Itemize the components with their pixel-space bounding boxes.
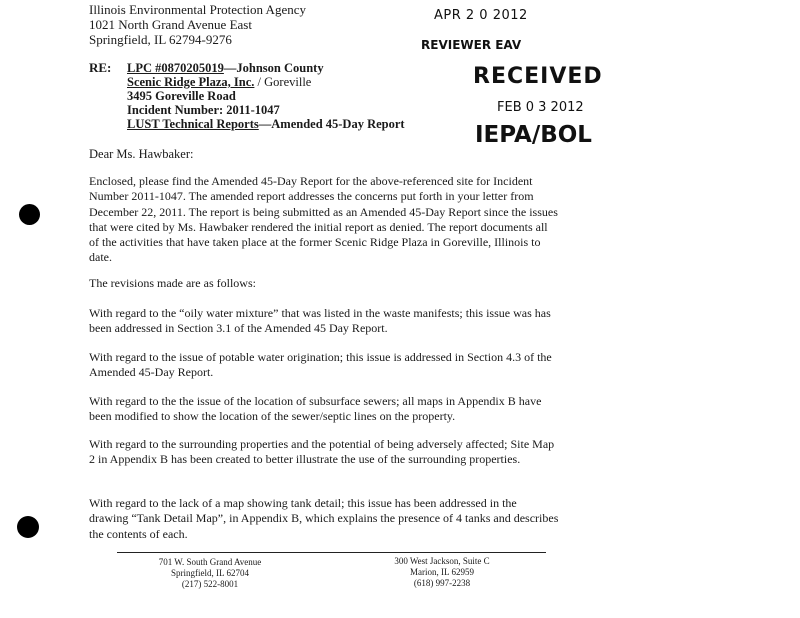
lpc-number: LPC #0870205019 — [127, 61, 224, 75]
re-lpc-line — [127, 61, 324, 75]
body-paragraph: With regard to the “oily water mixture” that was listed in the waste manifests; this issue was has been addressed in Section 3.1 of the Amended 45 Day Report. — [89, 306, 551, 336]
office-stamp: IEPA/BOL — [475, 122, 592, 148]
report-type: LUST Technical Reports — [127, 117, 259, 131]
footer-office-marion — [362, 556, 522, 589]
footer-office-springfield — [130, 557, 290, 590]
footer-city: Marion, IL 62959 — [410, 567, 474, 577]
footer-phone: (217) 522-8001 — [181, 579, 239, 589]
reviewer-stamp: REVIEWER EAV — [421, 38, 522, 52]
county: —Johnson County — [223, 61, 324, 75]
body-paragraph: The revisions made are as follows: — [89, 276, 256, 290]
footer-street: 701 W. South Grand Avenue — [158, 557, 262, 567]
re-site-line — [127, 75, 311, 89]
body-paragraph: With regard to the the issue of the location of subsurface sewers; all maps in Appendix B have been modified to show the location of the sewer/septic lines on the property. — [89, 394, 542, 424]
body-paragraph: Enclosed, please find the Amended 45-Day Report for the above-referenced site for Incident Number 2011-1047. The amended report addresses the concerns put forth in your letter from December 22, 2011. The report is being submitted as an Amended 45-Day Report since the issues that were cited by Ms. Hawbaker rendered the initial report as denied. The report documents all of the activities that have taken place at the former Scenic Ridge Plaza in Goreville, Illinois to date. — [89, 174, 558, 265]
hole-punch-top — [19, 204, 40, 225]
sender-street: 1021 North Grand Avenue East — [89, 17, 252, 32]
body-paragraph: With regard to the lack of a map showing tank detail; this issue has been addressed in the drawing “Tank Detail Map”, in Appendix B, which explains the presence of 4 tanks and describes the contents of each. — [89, 496, 559, 541]
site-name: Scenic Ridge Plaza, Inc. — [127, 75, 255, 89]
re-incident-line: Incident Number: 2011-1047 — [127, 103, 280, 117]
received-date-stamp: FEB 0 3 2012 — [497, 100, 584, 115]
received-stamp: RECEIVED — [473, 64, 603, 89]
footer-city: Springfield, IL 62704 — [171, 568, 249, 578]
sender-agency: Illinois Environmental Protection Agency — [89, 2, 306, 17]
report-title: —Amended 45-Day Report — [258, 117, 405, 131]
date-received-stamp: APR 2 0 2012 — [434, 8, 528, 23]
body-paragraph: With regard to the issue of potable water origination; this issue is addressed in Section 4.3 of the Amended 45-Day Report. — [89, 350, 552, 380]
sender-city: Springfield, IL 62794-9276 — [89, 32, 232, 47]
footer-phone: (618) 997-2238 — [413, 578, 471, 588]
re-label: RE: — [89, 60, 112, 75]
footer-divider — [117, 552, 546, 553]
footer-street: 300 West Jackson, Suite C — [394, 556, 490, 566]
salutation: Dear Ms. Hawbaker: — [89, 147, 194, 161]
body-paragraph: With regard to the surrounding properties and the potential of being adversely affected; Site Map 2 in Appendix B has been created to better illustrate the use of the surrounding properties. — [89, 437, 555, 467]
re-report-line — [127, 117, 405, 131]
hole-punch-bottom — [17, 516, 39, 538]
site-town: / Goreville — [254, 75, 312, 89]
re-address-line: 3495 Goreville Road — [127, 89, 236, 103]
